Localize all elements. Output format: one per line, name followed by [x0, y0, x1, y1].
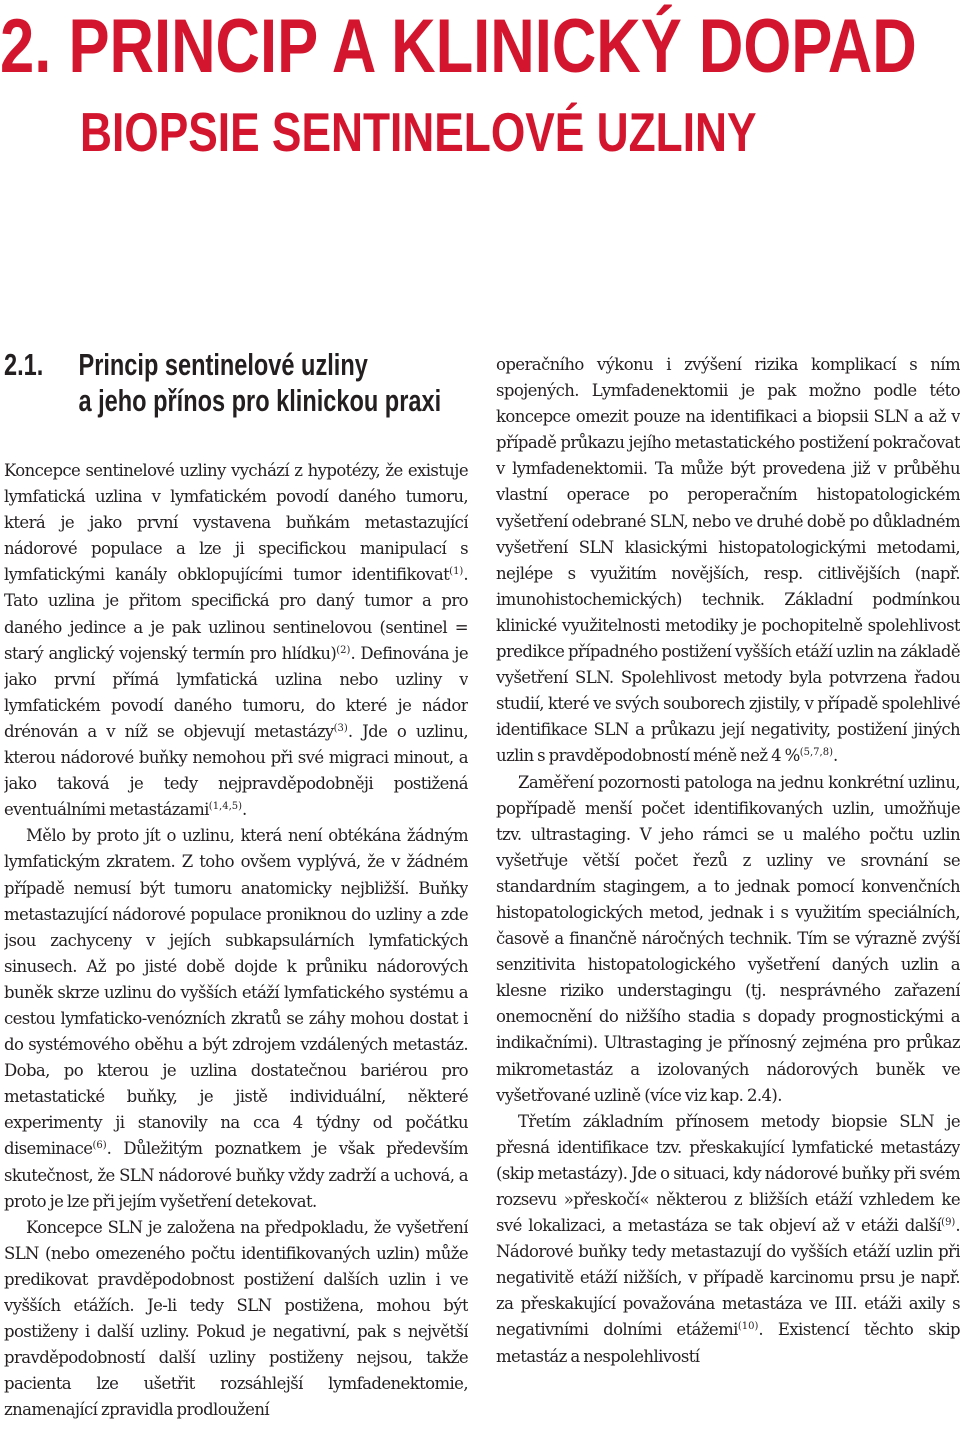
section-title-line2: a jeho přínos pro klinickou praxi: [78, 383, 442, 418]
reference: (9): [941, 1217, 956, 1229]
paragraph: Třetím základním přínosem metody biopsie SLN je přesná identifikace tzv. přeskakující lymfatické metastázy (skip metastázy). Jde o situaci, kdy nádorové buňky při svém rozsevu »přeskočí« některou z bližších etáží vzhledem ke své lokalizaci, a metastáza se tak objeví až v etáži další$^{(9)}$. Nádorové buňky tedy metastazují do vyšších etáží uzlin při negativitě etáží nižších, v případě karcinomu prsu je např. za přeskakující považována metastáza ve III. etáži axily s negativními dolními etážemi$^{(10)}$. Existencí těchto skip metastáz a nespolehlivostí: [496, 1111, 960, 1366]
paragraph: Mělo by proto jít o uzlinu, která není obtékána žádným lymfatickým zkratem. Z toho ovšem vyplývá, že v žádném případě nemusí být tumoru anatomicky nejbližší. Buňky metastazující nádorové populace proniknou do uzliny a zde jsou zachyceny v jejích subkapsulárních lymfatických sinusech. Až po jisté době dojde k průniku nádorových buněk skrze uzlinu do vyšších etáží lymfatického systému a cestou lymfaticko-venózních zkratů se záhy mohou dostat i do systémového oběhu a být zdrojem vzdálených metastáz. Doba, po kterou je uzlina dostatečnou bariérou pro metastatické buňky, je jistě individuální, některé experimenty ji stanovily na cca 4 týdny od počátku diseminace$^{(6)}$. Důležitým poznatkem je však především skutečnost, že SLN nádorové buňky vždy zadrží a uchová, a proto je lze při jejím vyšetření detekovat.: [4, 826, 468, 1211]
paragraph: operačního výkonu i zvýšení rizika komplikací s ním spojených. Lymfadenektomii je pak možno podle této koncepce omezit pouze na identifikaci a biopsii SLN a až v případě průkazu jejího metastatického postižení pokračovat v lymfadenektomii. Ta může být provedena již v průběhu vlastní operace po peroperačním histopatologickém vyšetření odebrané SLN, nebo ve druhé době po důkladném vyšetření SLN klasickými histopatologickými metodami, nejlépe s využitím novějších, resp. citlivějších (např. imunohistochemických) technik. Základní podmínkou klinické využitelnosti metodiky je pochopitelně spolehlivost predikce případného postižení vyšších etáží uzlin na základě vyšetření SLN. Spolehlivost metody byla potvrzena řadou studií, které ve svých souborech zjistily, v případě spolehlivé identifikace SLN a průkazu její negativity, postižení jiných uzlin s pravděpodobností méně než 4 %$^{(5,7,8)}$.: [496, 355, 960, 766]
reference: (6): [92, 1140, 107, 1152]
chapter-subtitle: BIOPSIE SENTINELOVÉ UZLINY: [80, 101, 757, 163]
reference: (10): [737, 1321, 759, 1333]
section-title-line1: Princip sentinelové uzliny: [78, 347, 368, 382]
reference: (1,4,5): [208, 801, 243, 813]
section-number: 2.1.: [4, 347, 44, 382]
chapter-title: 2. PRINCIP A KLINICKÝ DOPAD: [0, 4, 917, 89]
paragraph: Koncepce SLN je založena na předpokladu, že vyšetření SLN (nebo omezeného počtu identifikovaných uzlin) může predikovat pravděpodobnost postižení dalších uzlin i ve vyšších etážích. Je-li tedy SLN postižena, mohou být postiženy i další uzliny. Pokud je negativní, pak s největší pravděpodobností další uzliny postiženy nejsou, takže pacienta lze ušetřit rozsáhlejší lymfadenektomie, znamenající zpravidla prodloužení: [4, 1217, 468, 1420]
reference: (2): [336, 644, 351, 656]
left-text-column: [4, 352, 468, 1444]
reference: (5,7,8): [799, 747, 833, 759]
reference: (1): [449, 566, 464, 578]
paragraph: Koncepce sentinelové uzliny vychází z hypotézy, že existuje lymfatická uzlina v lymfatickém povodí daného tumoru, která je jako první vystavena buňkám metastazující nádorové populace a lze ji specifickou manipulací s lymfatickými kanály obklopujícími tumor identifikovat$^{(1)}$. Tato uzlina je přitom specifická pro daný tumor a pro daného jedince a je pak uzlinou sentinelovou (sentinel = starý anglický vojenský termín pro hlídku)$^{(2)}$. Definována je jako první přímá lymfatická uzlina nebo uzliny v lymfatickém povodí daného tumoru, do které je nádor drénován a v níž se objevují metastázy$^{(3)}$. Jde o uzlinu, kterou nádorové buňky nemohou při své migraci minout, a jako taková je tedy nejpravděpodobněji postižená eventuálními metastázami$^{(1,4,5)}$.: [4, 461, 468, 820]
paragraph: Zaměření pozornosti patologa na jednu konkrétní uzlinu, popřípadě menší počet identifikovaných uzlin, umožňuje tzv. ultrastaging. V jeho rámci se u malého počtu uzlin vyšetřuje větší počet řezů z uzliny ve srovnání se standardním stagingem, a to jednak pomocí konvenčních histopatologických metod, jednak i s využitím speciálních, časově a finančně náročných technik. Tím se výrazně zvýší senzitivita histopatologického vyšetření daných uzlin a klesne riziko understagingu (tj. nesprávného zařazení onemocnění do nižšího stadia s dopady prognostickými a indikačními). Ultrastaging je přínosný zejména pro průkaz mikrometastáz a izolovaných nádorových buněk ve vyšetřované uzlině (více viz kap. 2.4).: [496, 772, 960, 1105]
right-text-column: [496, 352, 960, 1444]
reference: (3): [333, 722, 348, 734]
